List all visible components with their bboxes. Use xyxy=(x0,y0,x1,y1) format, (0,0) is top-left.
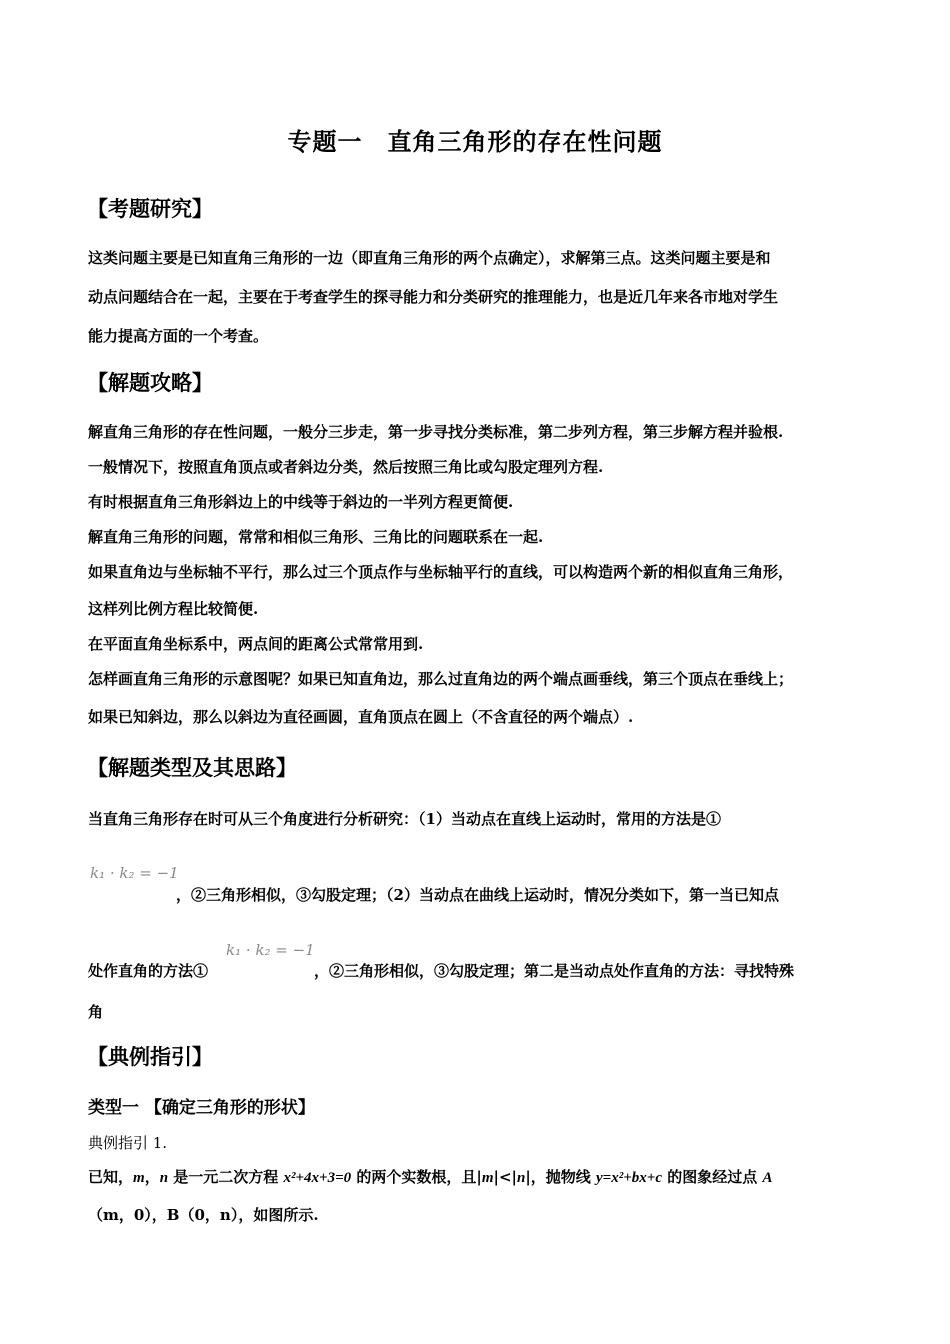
example-label: 典例指引 1. xyxy=(88,1134,168,1152)
types-line-1: 当直角三角形存在时可从三个角度进行分析研究：（1）当动点在直线上运动时，常用的方法是① xyxy=(88,810,721,828)
strategy-line-2: 一般情况下，按照直角顶点或者斜边分类，然后按照三角比或勾股定理列方程. xyxy=(88,458,604,476)
research-line-3: 能力提高方面的一个考查。 xyxy=(88,327,269,345)
less-than: |<| xyxy=(493,1168,517,1186)
research-line-1: 这类问题主要是已知直角三角形的一边（即直角三角形的两个点确定），求解第三点。这类问题主要是和 xyxy=(88,249,771,267)
problem-line-1 xyxy=(88,1166,772,1187)
strategy-line-3: 有时根据直角三角形斜边上的中线等于斜边的一半列方程更简便. xyxy=(88,493,514,511)
page-title: 专题一 直角三角形的存在性问题 xyxy=(287,127,663,156)
types-line-2: ，②三角形相似，③勾股定理；（2）当动点在曲线上运动时，情况分类如下，第一当已知点 xyxy=(176,886,779,904)
types-line-3b: ，②三角形相似，③勾股定理；第二是当动点处作直角的方法：寻找特殊 xyxy=(314,962,795,980)
strategy-line-5: 如果直角边与坐标轴不平行，那么过三个顶点作与坐标轴平行的直线，可以构造两个新的相似直角三角形， xyxy=(88,563,794,581)
strategy-line-1: 解直角三角形的存在性问题，一般分三步走，第一步寻找分类标准，第二步列方程，第三步解方程并验根. xyxy=(88,423,784,441)
strategy-line-8: 怎样画直角三角形的示意图呢？如果已知直角边，那么过直角边的两个端点画垂线，第三个顶点在垂线上； xyxy=(88,670,794,688)
abs-m: m xyxy=(481,1170,494,1186)
problem-text-e: 的图象经过点 xyxy=(661,1168,763,1186)
strategy-line-6: 这样列比例方程比较简便. xyxy=(88,600,259,618)
research-line-2: 动点问题结合在一起，主要在于考查学生的探寻能力和分类研究的推理能力，也是近几年来各市地对学生 xyxy=(88,288,779,306)
var-m: m xyxy=(133,1170,145,1186)
parabola-equation: y=x²+bx+c xyxy=(596,1170,662,1186)
problem-line-2: （m，0），B（0，n），如图所示. xyxy=(88,1206,319,1224)
strategy-line-4: 解直角三角形的问题，常常和相似三角形、三角比的问题联系在一起. xyxy=(88,528,544,546)
problem-text-a: 已知， xyxy=(88,1168,134,1186)
problem-comma: ， xyxy=(144,1168,160,1186)
strategy-line-7: 在平面直角坐标系中，两点间的距离公式常常用到. xyxy=(88,635,424,653)
type-one-title: 类型一 【确定三角形的形状】 xyxy=(88,1098,315,1118)
abs-n: n xyxy=(516,1170,526,1186)
slope-product-formula: k₁ · k₂ = −1 xyxy=(90,864,179,882)
section-heading-strategy: 【解题攻略】 xyxy=(87,370,213,395)
section-heading-examples: 【典例指引】 xyxy=(87,1044,213,1069)
var-n: n xyxy=(159,1170,169,1186)
slope-product-formula-2: k₁ · k₂ = −1 xyxy=(226,941,315,959)
quadratic-equation: x²+4x+3=0 xyxy=(283,1170,352,1186)
problem-text-d: |，抛物线 xyxy=(525,1168,597,1186)
strategy-line-9: 如果已知斜边，那么以斜边为直径画圆，直角顶点在圆上（不含直径的两个端点）. xyxy=(88,708,634,726)
section-heading-research: 【考题研究】 xyxy=(87,196,213,221)
types-line-4: 角 xyxy=(88,1003,104,1021)
problem-text-c: 的两个实数根，且| xyxy=(351,1168,482,1186)
point-A: A xyxy=(762,1170,773,1186)
problem-text-b: 是一元二次方程 xyxy=(168,1168,284,1186)
types-line-3a: 处作直角的方法① xyxy=(88,962,209,980)
section-heading-types: 【解题类型及其思路】 xyxy=(87,755,297,780)
